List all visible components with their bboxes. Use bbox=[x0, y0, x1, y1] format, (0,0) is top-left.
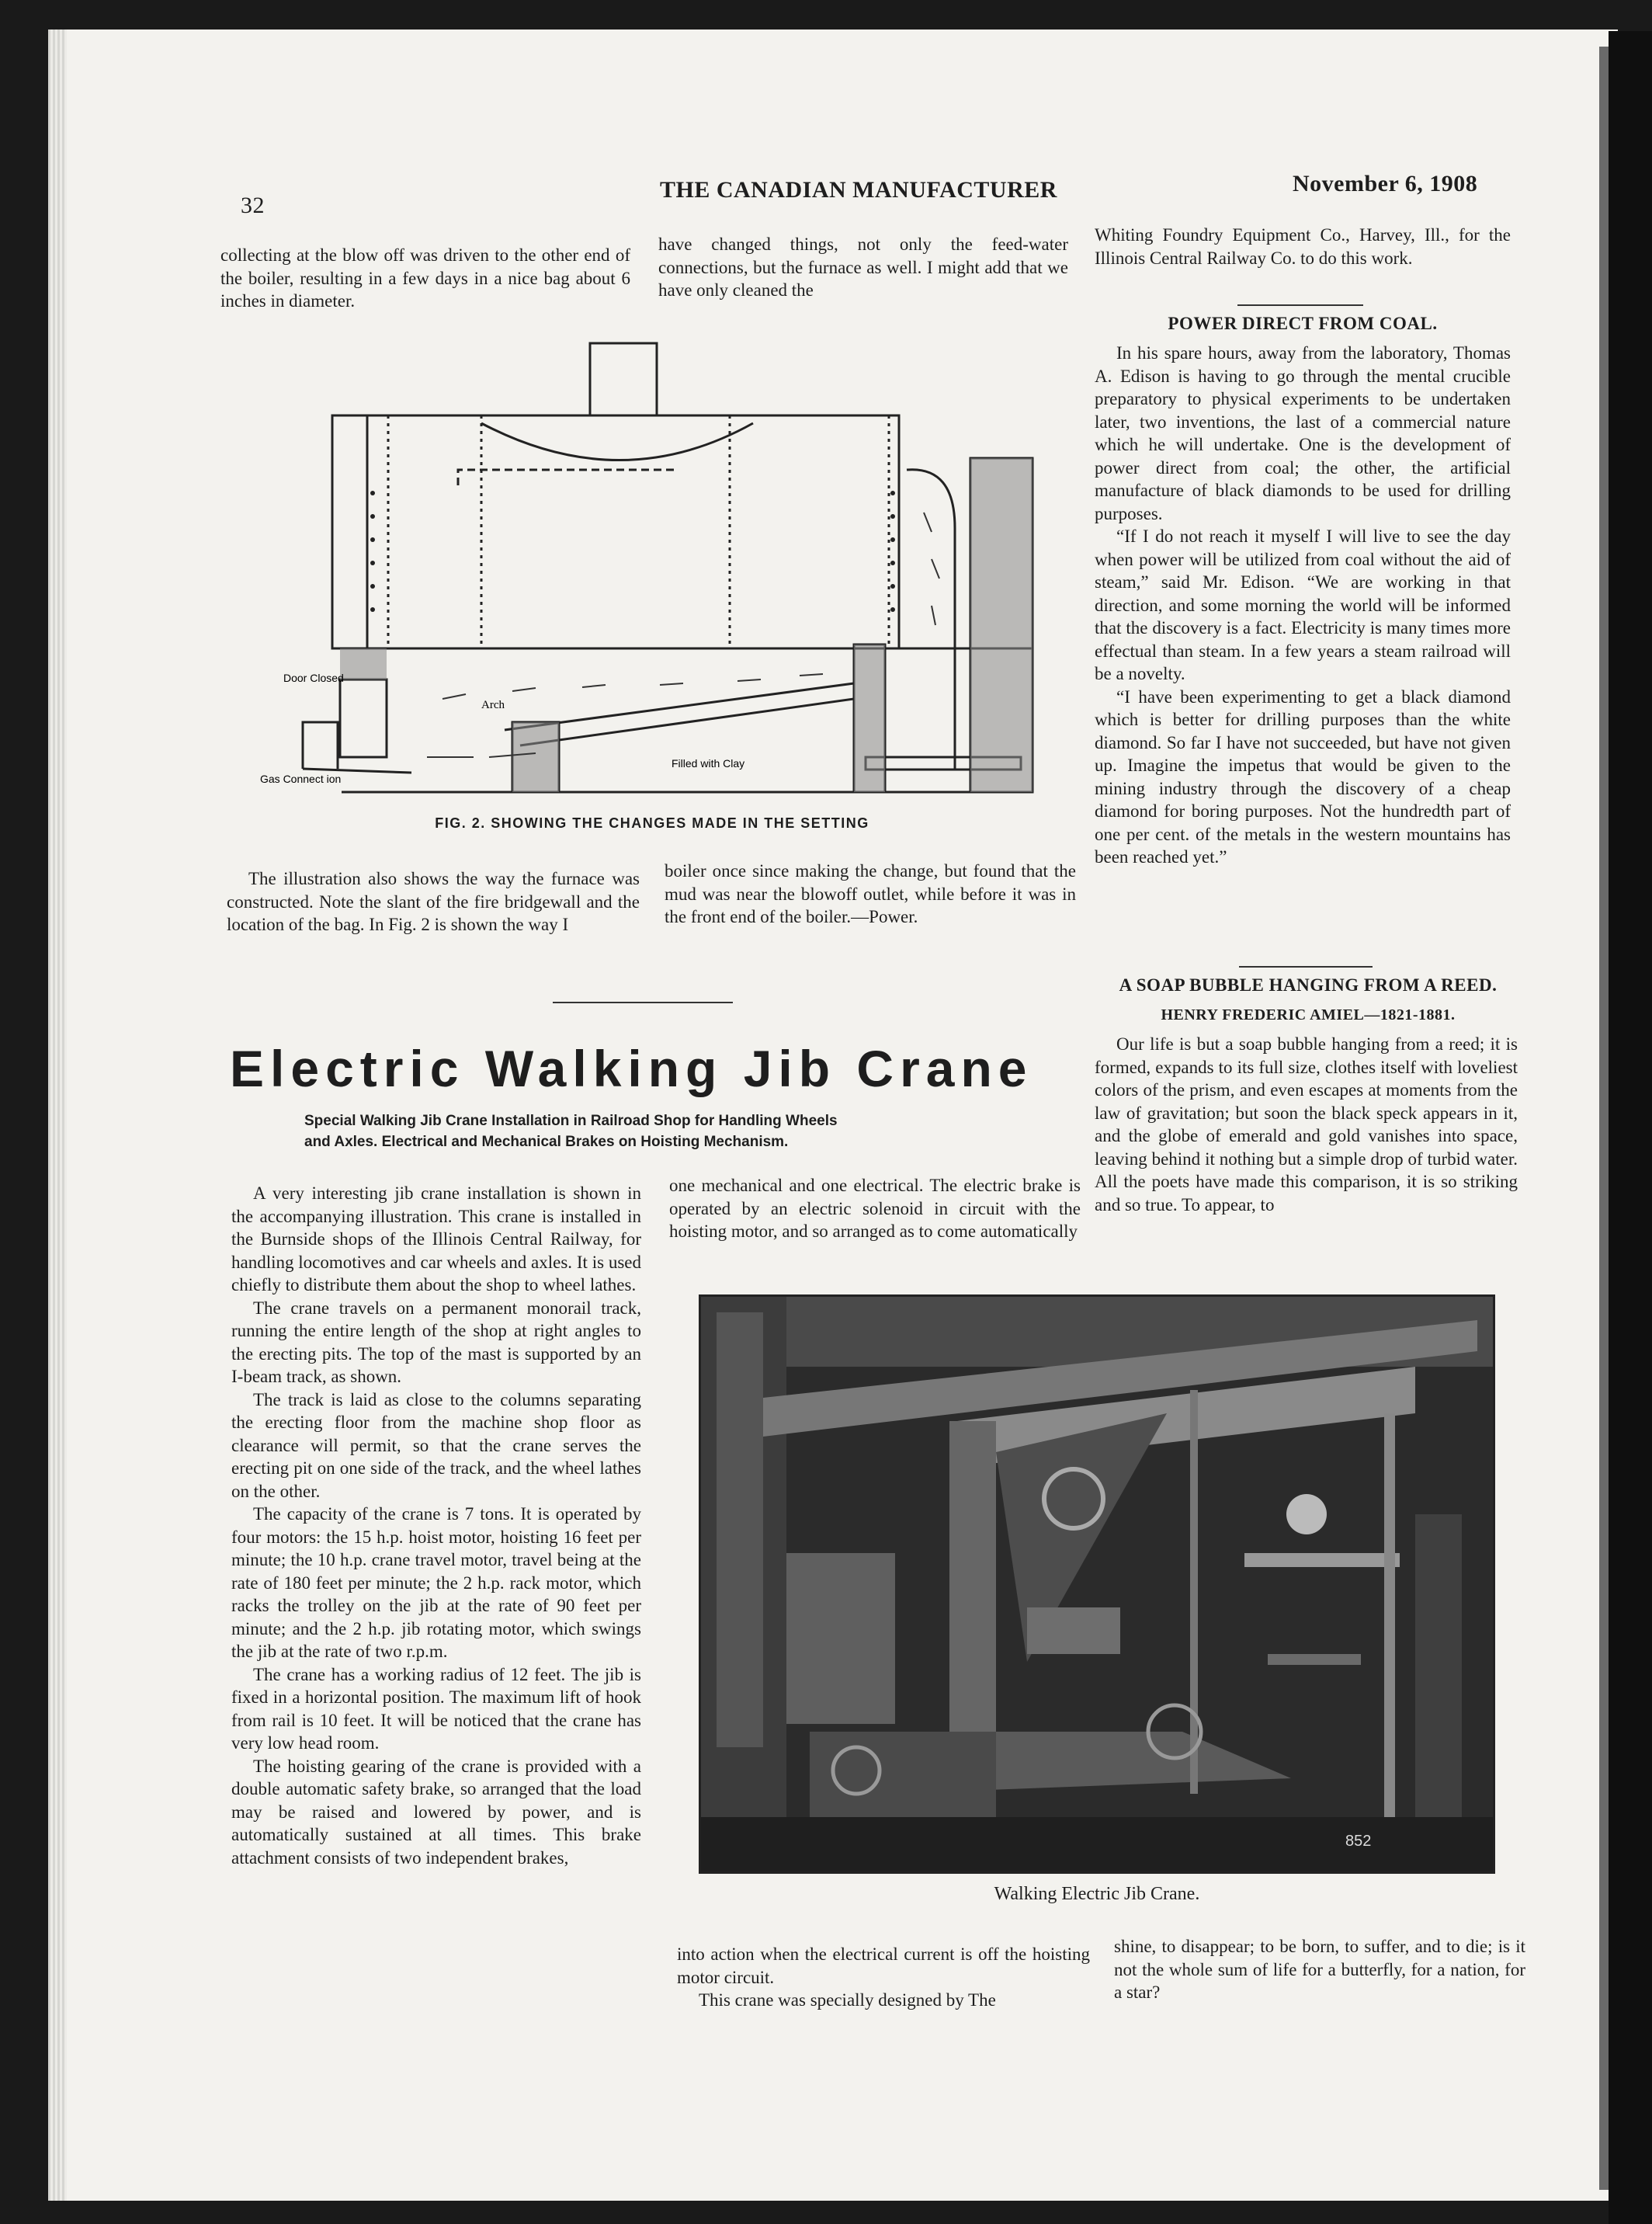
article-left-column: A very interesting jib crane installation is shown in the accompanying illustration. This crane is installed in the Burnside shops of the Illinois Central Railway, for handling locomotives and car wheels and axles. It is used chiefly to distribute them about the shop to wheel lathes. The crane travels on a permanent monorail track, running the entire length of the shop at right angles to the erecting pits. The top of the mast is supported by an I-beam track, as shown. The track is laid as close to the columns separating the erecting floor from the machine shop floor as clearance will permit, so that the crane serves the erecting pit on one side of the track, and the wheel lathes on the other. The capacity of the crane is 7 tons. It is operated by four motors: the 15 h.p. hoist motor, hoisting 16 feet per minute; the 10 h.p. crane travel motor, travel being at the rate of 180 feet per minute; the 2 h.p. rack motor, which racks the trolley on the jib at the rate of 90 feet per minute; and the 2 h.p. jib rotating motor, which swings the jib at the rate of two r.p.m. The crane has a working radius of 12 feet. The jib is fixed in a horizontal position. The maximum lift of hook from rail is 10 feet. It will be noticed that the crane has very low head room. The hoisting gearing of the crane is provided with a double automatic safety brake, so arranged that the load may be raised and lowered by power, and is automatically sustained at all times. This brake attachment consists of two independent brakes, bbox=[231, 1183, 641, 1868]
right-rule-1 bbox=[1237, 304, 1363, 306]
scan-border bbox=[1609, 31, 1652, 2224]
binding-edge bbox=[1599, 47, 1609, 2190]
soap-article: Our life is but a soap bubble hanging from a reed; it is formed, expands to its full size, clothes itself with loveliest colors of the prism, and even escapes at moments from the law of gravitation; but soon the black speck appears in it, and the globe of emerald and gold vanishes into space, leaving behind it nothing but a simple drop of turbid water. All the poets have made this comparison, it is so striking and so true. To appear, to bbox=[1095, 1034, 1518, 1215]
below-figure-middle-column: boiler once since making the change, but found that the mud was near the blowoff outlet, while before it was in the front end of the boiler.—Power. bbox=[665, 861, 1076, 926]
power-article: In his spare hours, away from the laboratory, Thomas A. Edison is having to go through the mental crucible preparatory to physical experiments to be undertaken later, two inventions, the last of a commercial nature which he will undertake. One is the development of power direct from coal; the other, the artificial manufacture of black diamonds to be used for drilling purposes. “If I do not reach it myself I will live to see the day when power will be utilized from coal without the aid of steam,” said Mr. Edison. “We are working in that direction, and some morning the world will be informed that the discovery is a fact. Electricity is many times more effectual than steam. In a few years a steam railroad will be a novelty. “I have been experimenting to get a black diamond which is better for drilling purposes than the white diamond. So far I have not succeeded, but have not given up. Imagine the impetus that would be given to the mining industry through the discovery of a cheap diamond for boring purposes. Not the hundredth part of one per cent. of the metals in the western mountains has been reached yet.” bbox=[1095, 343, 1511, 867]
figure-caption: FIG. 2. SHOWING THE CHANGES MADE IN THE SETTING bbox=[435, 815, 869, 831]
soap-heading: A SOAP BUBBLE HANGING FROM A REED. bbox=[1119, 975, 1498, 995]
top-middle-column: have changed things, not only the feed-water connections, but the furnace as well. I might add that we have only cleaned the bbox=[658, 235, 1068, 300]
issue-date: November 6, 1908 bbox=[1293, 171, 1478, 196]
article-title: Electric Walking Jib Crane bbox=[230, 1040, 1033, 1097]
photo-caption: Walking Electric Jib Crane. bbox=[994, 1884, 1200, 1904]
right-rule-2 bbox=[1239, 966, 1373, 968]
journal-title: THE CANADIAN MANUFACTURER bbox=[660, 177, 1057, 203]
filled-with-clay-label: Filled with Clay bbox=[672, 757, 745, 770]
arch-label: Arch bbox=[481, 699, 505, 711]
article-subtitle-1: Special Walking Jib Crane Installation in Railroad Shop for Handling Wheels bbox=[304, 1113, 838, 1129]
article-subtitle-2: and Axles. Electrical and Mechanical Brakes on Hoisting Mechanism. bbox=[304, 1134, 789, 1150]
soap-article-conclusion: shine, to disappear; to be born, to suffer, and to die; is it not the whole sum of life for a butterfly, for a nation, for a star? bbox=[1114, 1937, 1525, 2002]
crane-photo-image bbox=[701, 1297, 1493, 1871]
power-heading: POWER DIRECT FROM COAL. bbox=[1168, 314, 1438, 333]
photo-plate-number: 852 bbox=[1345, 1833, 1372, 1850]
door-closed-label: Door Closed bbox=[283, 672, 344, 684]
gas-connection-label: Gas Connect ion bbox=[260, 773, 342, 785]
below-figure-left-column: The illustration also shows the way the furnace was constructed. Note the slant of the fire bridgewall and the location of the bag. In Fig. 2 is shown the way I bbox=[227, 869, 640, 934]
right-column-intro: Whiting Foundry Equipment Co., Harvey, Ill., for the Illinois Central Railway Co. to do this work. bbox=[1095, 225, 1511, 268]
section-divider bbox=[553, 1002, 733, 1003]
article-middle-column: one mechanical and one electrical. The electric brake is operated by an electric solenoid in circuit with the hoisting motor, and so arranged as to come automatically bbox=[669, 1176, 1081, 1241]
soap-byline: HENRY FREDERIC AMIEL—1821-1881. bbox=[1161, 1006, 1456, 1023]
top-left-column: collecting at the blow off was driven to the other end of the boiler, resulting in a few days in a nice bag about 6 inches in diameter. bbox=[220, 245, 630, 311]
crane-photograph bbox=[699, 1294, 1495, 1874]
page-number: 32 bbox=[241, 193, 265, 218]
page-stack-edge bbox=[48, 30, 67, 2201]
boiler-setting-figure bbox=[256, 334, 1048, 808]
article-bottom-middle: into action when the electrical current is off the hoisting motor circuit. This crane was specially designed by The bbox=[677, 1944, 1090, 2010]
